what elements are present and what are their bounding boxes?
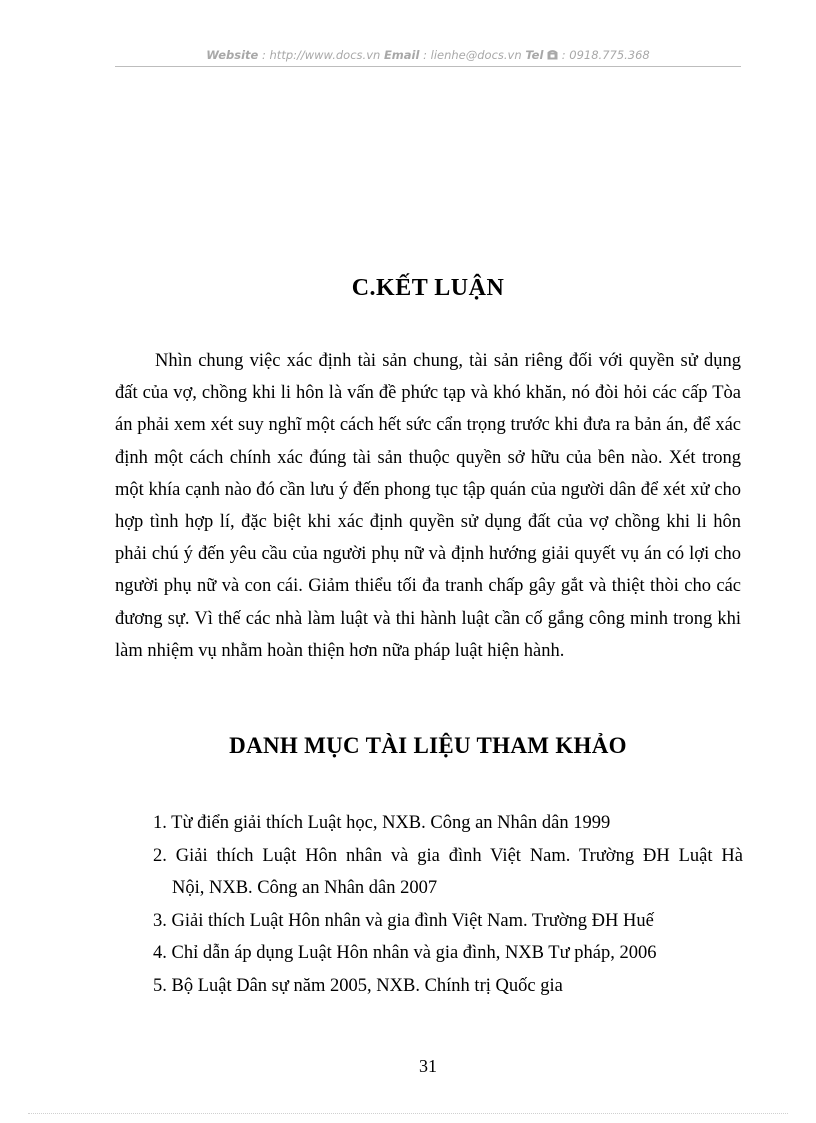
reference-number: 4. [153, 943, 167, 963]
website-link[interactable]: http://www.docs.vn [269, 48, 381, 62]
reference-item-5 [153, 970, 743, 1003]
reference-text: Chỉ dẫn áp dụng Luật Hôn nhân và gia đình, NXB Tư pháp, 2006 [171, 943, 657, 963]
reference-text: Bộ Luật Dân sự năm 2005, NXB. Chính trị Quốc gia [171, 975, 563, 996]
email-link[interactable]: lienhe@docs.vn [430, 48, 522, 62]
tel-value: 0918.775.368 [569, 48, 650, 62]
reference-item-3 [153, 905, 743, 938]
reference-number: 3. [153, 910, 167, 931]
tel-label: Tel [525, 48, 544, 62]
page-number: 31 [419, 1056, 437, 1076]
references-list [153, 807, 743, 1002]
phone-icon [547, 50, 558, 60]
reference-text-continuation: Nội, NXB. Công an Nhân dân 2007 [172, 878, 438, 898]
email-label: Email [383, 48, 420, 62]
references-title: DANH MỤC TÀI LIỆU THAM KHẢO [229, 733, 627, 758]
reference-item-2-continuation [153, 872, 743, 905]
header-divider [115, 66, 741, 67]
reference-text: Giải thích Luật Hôn nhân và gia đình Việt Nam. Trường ĐH Huế [171, 910, 654, 931]
reference-text: Giải thích Luật Hôn nhân và gia đình Việt Nam. Trường ĐH Luật Hà [175, 845, 743, 866]
reference-item-2 [153, 840, 743, 873]
reference-item-1 [153, 807, 743, 840]
website-label: Website [206, 48, 259, 62]
reference-number: 2. [153, 845, 167, 866]
conclusion-title: C.KẾT LUẬN [351, 275, 505, 301]
reference-number: 5. [153, 975, 167, 996]
page-header: Website : http://www.docs.vn Email : lienhe@docs.vn Tel : 0918.775.368 [206, 48, 650, 62]
footer-divider [28, 1113, 788, 1114]
reference-item-4 [153, 937, 743, 970]
reference-number: 1. [153, 813, 167, 833]
conclusion-paragraph: Nhìn chung việc xác định tài sản chung, tài sản riêng đối với quyền sử dụng đất của vợ, chồng khi li hôn là vấn đề phức tạp và khó khăn, nó đòi hỏi các cấp Tòa án phải xem xét suy nghĩ một cách hết sức cẩn trọng trước khi đưa ra bản án, để xác định một cách chính xác đúng tài sản thuộc quyền sở hữu của bên nào. Xét trong một khía cạnh nào đó cần lưu ý đến phong tục tập quán của người dân để xét xử cho hợp tình hợp lí, đặc biệt khi xác định quyền sử dụng đất của vợ chồng khi li hôn phải chú ý đến yêu cầu của người phụ nữ và định hướng giải quyết vụ án có lợi cho người phụ nữ và con cái. Giảm thiểu tối đa tranh chấp gây gắt và thiệt thòi cho các đương sự. Vì thế các nhà làm luật và thi hành luật cần cố gắng công minh trong khi làm nhiệm vụ nhằm hoàn thiện hơn nữa pháp luật hiện hành. [115, 351, 741, 661]
reference-text: Từ điển giải thích Luật học, NXB. Công an Nhân dân 1999 [171, 813, 611, 833]
